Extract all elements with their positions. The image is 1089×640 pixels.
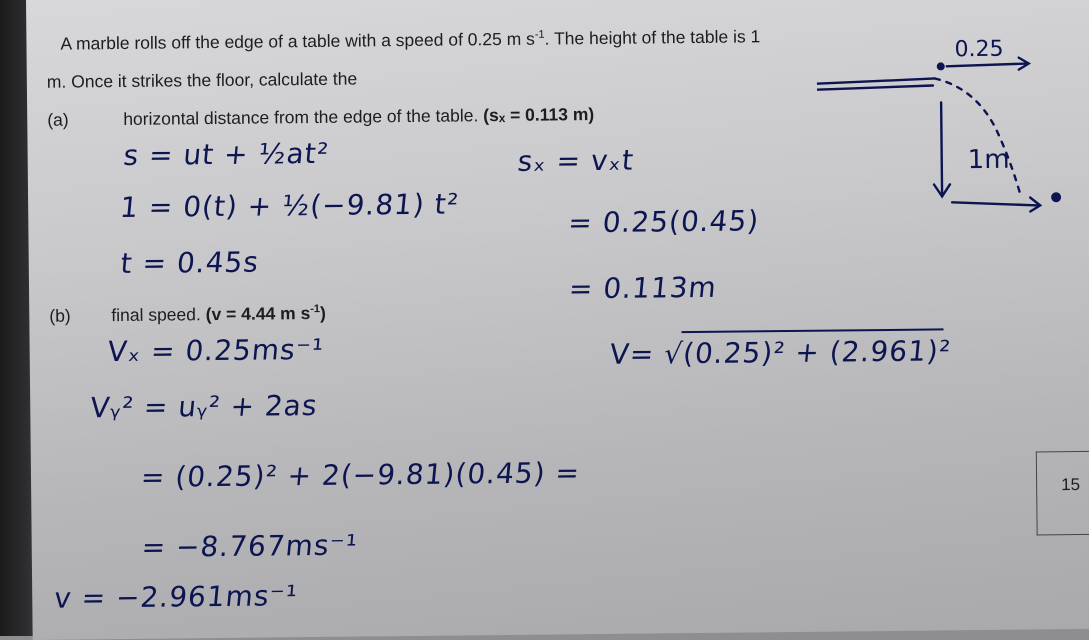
hand-equation-horizontal: sₓ = vₓt xyxy=(516,143,636,178)
trajectory-dashed xyxy=(935,78,1020,195)
hand-equation-horizontal-result: = 0.113m xyxy=(567,270,719,306)
speed-arrow-line xyxy=(947,64,1027,67)
hand-equation-vy-substitution: = (0.25)² + 2(−9.81)(0.45) = xyxy=(139,456,582,494)
part-b-label: (b) xyxy=(49,305,71,326)
distance-arrow-line xyxy=(952,201,1038,206)
hand-equation-final-v: v = −2.961ms⁻¹ xyxy=(52,579,300,615)
hand-equation-resultant: V= √(0.25)² + (2.961)² xyxy=(608,334,953,371)
part-b-text: final speed. (v = 4.44 m $s^{-1}$) xyxy=(111,302,326,326)
table-top-line xyxy=(817,78,935,83)
question-intro-line-1: A marble rolls off the edge of a table with a speed of 0.25 m $s^{-1}$. The height of the table is 1 xyxy=(60,26,761,54)
hand-equation-vx: Vₓ = 0.25ms⁻¹ xyxy=(106,332,326,369)
part-a-text: horizontal distance from the edge of the table. (sₓ = 0.113 m) xyxy=(123,104,595,129)
marble-landing-icon xyxy=(1051,192,1061,202)
table-top-line-lower xyxy=(817,86,933,90)
hand-equation-substitution: 1 = 0(t) + ½(−9.81) t² xyxy=(118,187,461,225)
projectile-sketch xyxy=(816,29,1089,222)
hand-equation-time: t = 0.45s xyxy=(119,245,261,281)
hand-equation-suvat: s = ut + ½at² xyxy=(122,136,331,173)
hand-equation-horizontal-sub: = 0.25(0.45) xyxy=(566,204,761,240)
height-arrow-line xyxy=(941,102,942,194)
worksheet-page xyxy=(26,0,1089,640)
sqrt-overline xyxy=(682,328,944,333)
marble-start-icon xyxy=(937,62,945,70)
hand-equation-vy-squared: Vᵧ² = uᵧ² + 2as xyxy=(88,388,320,425)
page-number: 15 xyxy=(1061,474,1081,495)
part-b-answer: (v = 4.44 m $s^{-1}$) xyxy=(205,302,326,325)
sketch-speed-label: 0.25 xyxy=(954,36,1004,63)
sketch-height-label: 1m xyxy=(967,144,1010,176)
part-a-label: (a) xyxy=(47,109,69,130)
part-a-answer: (sₓ = 0.113 m) xyxy=(483,104,595,126)
question-intro-line-2: m. Once it strikes the floor, calculate the xyxy=(46,68,358,92)
hand-equation-vy-result: = −8.767ms⁻¹ xyxy=(140,528,360,564)
